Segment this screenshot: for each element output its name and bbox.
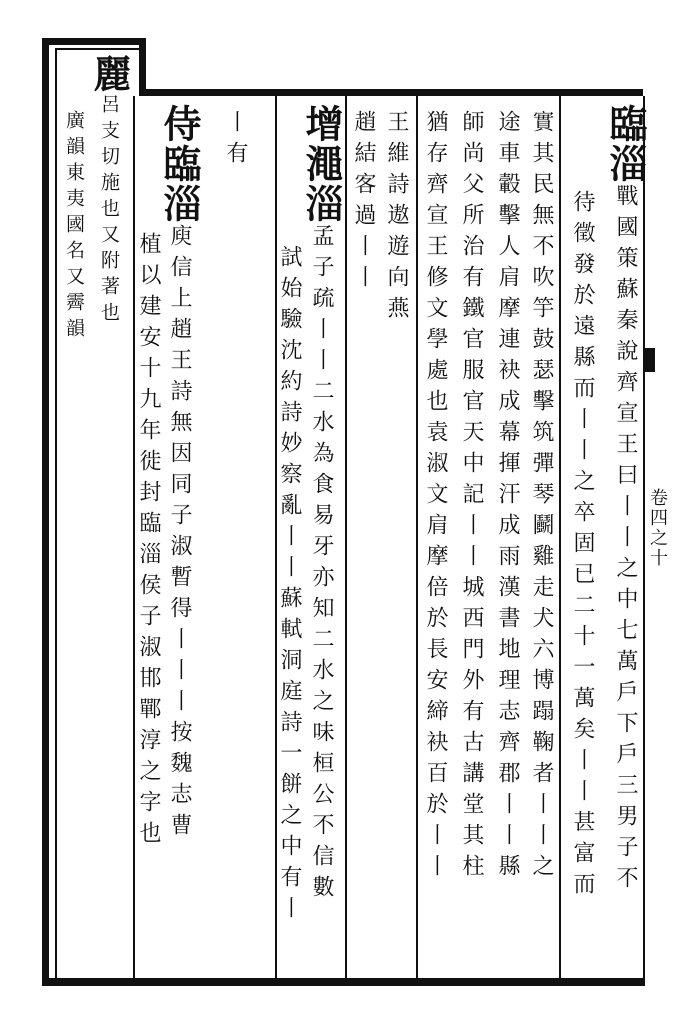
entry-text: 孟子疏丨丨二水為食易牙亦知二水之味桓公不信數 — [309, 224, 334, 906]
entry-text-line: 師尚父所治有鐵官服官天中記丨丨城西門外有古講堂其柱 — [459, 110, 484, 885]
frame-bottom — [42, 978, 643, 986]
entry-shi-linzi — [157, 104, 202, 844]
entry-li — [87, 54, 132, 328]
side-label: 卷四之十 — [647, 488, 668, 568]
entry-text-line: 試始驗沈約詩妙察亂丨丨蘇軾洞庭詩一餅之中有丨 — [277, 245, 302, 927]
entry-text: 呂支切施也又附著也 — [98, 94, 120, 328]
entry-text-line: 實其民無不吹竽鼓瑟擊筑彈琴鬬雞走犬六博蹋鞠者丨丨之 — [529, 110, 554, 885]
entry-text-line: 廣韻東夷國名又霽韻 — [63, 110, 85, 344]
entry-text-line: 王維詩遨遊向燕 — [384, 110, 409, 327]
headword: 增澠淄 — [299, 104, 344, 224]
frame-top-right — [139, 89, 643, 96]
frame-inner-line — [57, 48, 139, 50]
headword: 臨淄 — [603, 104, 648, 184]
frame-left-outer — [42, 38, 49, 986]
entry-mianzi — [299, 104, 344, 906]
fishtail-marker — [643, 348, 655, 372]
frame-top-step — [139, 38, 146, 96]
entry-text-line: 猶存齊宣王修文學處也袁淑文肩摩倍於長安締袂百於丨丨 — [423, 110, 448, 885]
divider — [416, 96, 418, 978]
headword: 侍臨淄 — [157, 104, 202, 224]
entry-linzi — [603, 104, 648, 897]
frame-top-left — [42, 38, 146, 45]
entry-text-line: 待徵發於遠縣而丨丨之卒固已二十一萬矣丨丨甚富而 — [570, 190, 595, 903]
entry-text: 戰國策蘇秦說齊宣王曰丨丨之中七萬戶下戶三男子不 — [613, 184, 638, 897]
divider — [345, 96, 347, 978]
headword: 麗 — [87, 54, 132, 94]
entry-text-line: 趙結客過丨丨 — [351, 110, 376, 296]
divider — [559, 96, 561, 978]
entry-text-line: 植以建安十九年徙封臨淄侯子淑邯鄲淳之字也 — [136, 232, 161, 852]
entry-text-line: 丨有 — [223, 110, 248, 172]
entry-text: 庾信上趙王詩無因同子淑暫得丨丨丨按魏志曹 — [167, 224, 192, 844]
frame-left-inner — [55, 48, 57, 983]
entry-text-line: 途車轂擊人肩摩連袂成幕揮汗成雨漢書地理志齊郡丨丨縣 — [495, 110, 520, 885]
divider — [133, 96, 135, 978]
